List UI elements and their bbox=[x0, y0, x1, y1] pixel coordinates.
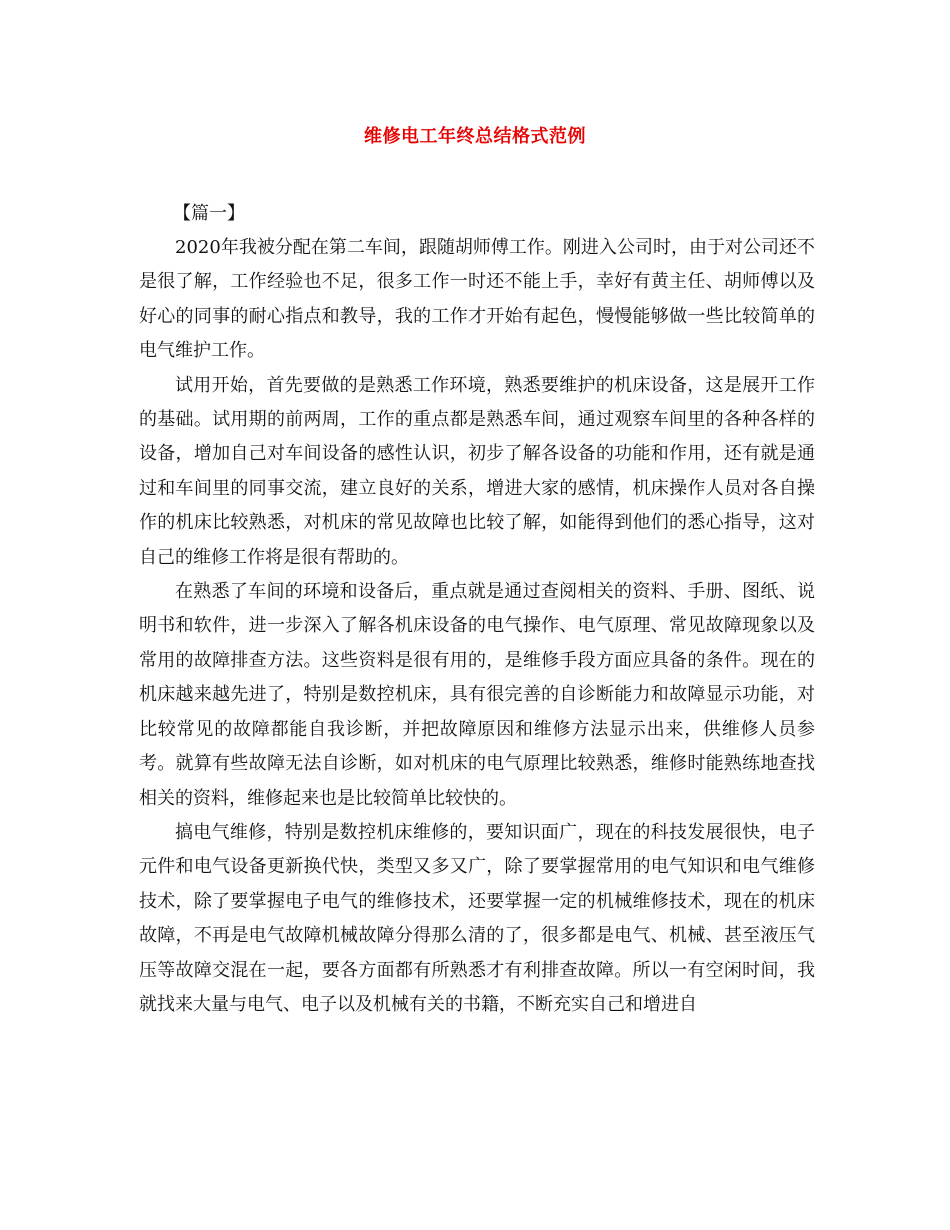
document-title: 维修电工年终总结格式范例 bbox=[364, 126, 586, 147]
paragraph-3: 在熟悉了车间的环境和设备后，重点就是通过查阅相关的资料、手册、图纸、说明书和软件，进一步深入了解各机床设备的电气操作、电气原理、常见故障现象以及常用的故障排查方法。这些资料是很有用的，是维修手段方面应具备的条件。现在的机床越来越先进了，特别是数控机床，具有很完善的自诊断能力和故障显示功能，对比较常见的故障都能自我诊断，并把故障原因和维修方法显示出来，供维修人员参考。就算有些故障无法自诊断，如对机床的电气原理比较熟悉，维修时能熟练地查找相关的资料，维修起来也是比较简单比较快的。 bbox=[139, 581, 815, 809]
paragraph-2: 试用开始，首先要做的是熟悉工作环境，熟悉要维护的机床设备，这是展开工作的基础。试用期的前两周，工作的重点都是熟悉车间，通过观察车间里的各种各样的设备，增加自己对车间设备的感性认识，初步了解各设备的功能和作用，还有就是通过和车间里的同事交流，建立良好的关系，增进大家的感情，机床操作人员对各自操作的机床比较熟悉，对机床的常见故障也比较了解，如能得到他们的悉心指导，这对自己的维修工作将是很有帮助的。 bbox=[139, 374, 815, 568]
body-text bbox=[139, 231, 815, 1022]
paragraph-1: 2020年我被分配在第二车间，跟随胡师傅工作。刚进入公司时，由于对公司还不是很了解，工作经验也不足，很多工作一时还不能上手，幸好有黄主任、胡师傅以及好心的同事的耐心指点和教导，我的工作才开始有起色，慢慢能够做一些比较简单的电气维护工作。 bbox=[139, 237, 815, 362]
section-heading: 【篇一】 bbox=[173, 203, 245, 224]
paragraph-4: 搞电气维修，特别是数控机床维修的，要知识面广，现在的科技发展很快，电子元件和电气设备更新换代快，类型又多又广，除了要掌握常用的电气知识和电气维修技术，除了要掌握电子电气的维修技术，还要掌握一定的机械维修技术，现在的机床故障，不再是电气故障机械故障分得那么清的了，很多都是电气、机械、甚至液压气压等故障交混在一起，要各方面都有所熟悉才有利排查故障。所以一有空闲时间，我就找来大量与电气、电子以及机械有关的书籍，不断充实自己和增进自 bbox=[139, 821, 815, 1015]
